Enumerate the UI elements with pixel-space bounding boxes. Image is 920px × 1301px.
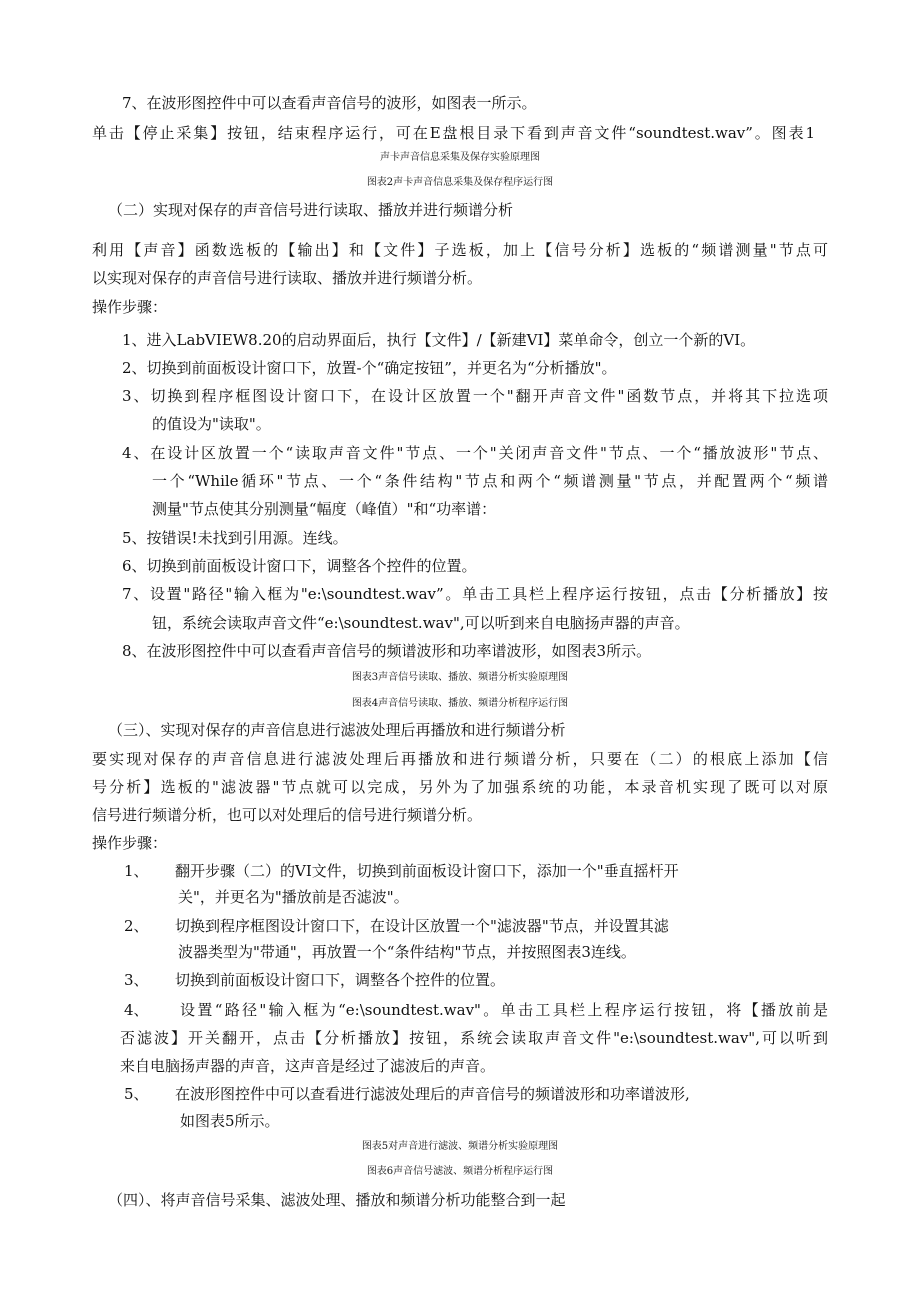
- text-line: 利用【声音】函数选板的【输出】和【文件】子选板，加上【信号分析】选板的“频谱测量"节点可: [92, 241, 828, 259]
- text-line: 号分析】选板的"滤波器"节点就可以完成，另外为了加强系统的功能，本录音机实现了既可以对原: [92, 778, 828, 796]
- figure-caption: 图表2声卡声音信息采集及保存程序运行图: [366, 177, 554, 188]
- step-line: 设置“路径"输入框为“e:\soundtest.wav"。单击工具栏上程序运行按钮，将【播放前是: [180, 1001, 828, 1019]
- step-line: 关"，并更名为"播放前是否滤波"。: [178, 888, 409, 906]
- step-line: 4、在设计区放置一个“读取声音文件"节点、一个"关闭声音文件"节点、一个“播放波形"节点、: [122, 444, 828, 462]
- text-line: 要实现对保存的声音信息进行滤波处理后再播放和进行频谱分析，只要在（二）的根底上添加【信: [92, 750, 828, 768]
- step-line: 8、在波形图控件中可以查看声音信号的频谱波形和功率谱波形，如图表3所示。: [122, 642, 652, 660]
- step-line: 3、切换到程序框图设计窗口下，在设计区放置一个"翻开声音文件"函数节点，并将其下拉选项: [122, 387, 828, 405]
- step-line: 翻开步骤（二）的VI文件，切换到前面板设计窗口下，添加一个"垂直摇杆开: [175, 862, 679, 880]
- section-heading: （四）、将声音信号采集、滤波处理、播放和频谱分析功能整合到一起: [108, 1191, 566, 1209]
- step-line: 如图表5所示。: [180, 1112, 280, 1130]
- step-line: 的值设为"读取"。: [152, 415, 271, 433]
- step-number: 5、: [124, 1085, 149, 1103]
- step-line: 切换到前面板设计窗口下，调整各个控件的位置。: [175, 971, 506, 989]
- figure-caption: 图表6声音信号滤波、频谱分析程序运行图: [366, 1166, 554, 1177]
- step-line: 1、进入LabVIEW8.20的启动界面后，执行【文件】/【新建VI】菜单命令，创立一个新的VI。: [122, 331, 756, 349]
- text-line: 信号进行频谱分析，也可以对处理后的信号进行频谱分析。: [92, 806, 483, 824]
- step-line: 7、设置"路径"输入框为"e:\soundtest.wav”。单击工具栏上程序运行按钮，点击【分析播放】按: [122, 585, 828, 603]
- text-line: 以实现对保存的声音信号进行读取、播放并进行频谱分析。: [92, 269, 483, 287]
- step-line: 一个“While循环"节点、一个“条件结构"节点和两个“频谱测量"节点，并配置两个“频谱: [152, 472, 828, 490]
- figure-caption: 图表5对声音进行滤波、频谱分析实验原理图: [361, 1141, 559, 1152]
- step-line: 波器类型为"带通"，再放置一个“条件结构"节点，并按照图表3连线。: [178, 943, 636, 961]
- text-line: 操作步骤：: [92, 834, 168, 852]
- section-heading: （三）、实现对保存的声音信息进行滤波处理后再播放和进行频谱分析: [108, 721, 566, 739]
- step-line: 钮，系统会读取声音文件“e:\soundtest.wav",可以听到来自电脑扬声器的声音。: [152, 614, 690, 632]
- figure-caption: 图表3声音信号读取、播放、频谱分析实验原理图: [351, 672, 569, 683]
- step-line: 6、切换到前面板设计窗口下，调整各个控件的位置。: [122, 557, 477, 575]
- step-line: 否滤波】开关翻开，点击【分析播放】按钮，系统会读取声音文件"e:\soundtest.wav",可以听到: [120, 1029, 828, 1047]
- step-number: 4、: [124, 1001, 149, 1019]
- step-number: 1、: [124, 862, 149, 880]
- step-number: 2、: [124, 917, 149, 935]
- step-line: 在波形图控件中可以查看进行滤波处理后的声音信号的频谱波形和功率谱波形,: [175, 1085, 690, 1103]
- step-line: 2、切换到前面板设计窗口下，放置-个“确定按钮”，并更名为“分析播放"。: [122, 359, 617, 377]
- step-number: 3、: [124, 971, 149, 989]
- text-line: 单击【停止采集】按钮，结束程序运行，可在E盘根目录下看到声音文件“soundtest.wav”。图表1: [92, 124, 815, 142]
- figure-caption: 声卡声音信息采集及保存实验原理图: [380, 152, 540, 163]
- step-line: 测量"节点使其分别测量“幅度（峰值）"和“功率谱：: [152, 500, 497, 518]
- step-line: 5、按错误!未找到引用源。连线。: [122, 529, 348, 547]
- section-heading: （二）实现对保存的声音信号进行读取、播放并进行频谱分析: [108, 201, 514, 219]
- text-line: 操作步骤：: [92, 298, 168, 316]
- step-line: 来自电脑扬声器的声音，这声音是经过了滤波后的声音。: [120, 1057, 496, 1075]
- figure-caption: 图表4声音信号读取、播放、频谱分析程序运行图: [351, 698, 569, 709]
- step-line: 切换到程序框图设计窗口下，在设计区放置一个"滤波器"节点，并设置其滤: [175, 917, 669, 935]
- text-line: 7、在波形图控件中可以查看声音信号的波形，如图表一所示。: [122, 94, 537, 112]
